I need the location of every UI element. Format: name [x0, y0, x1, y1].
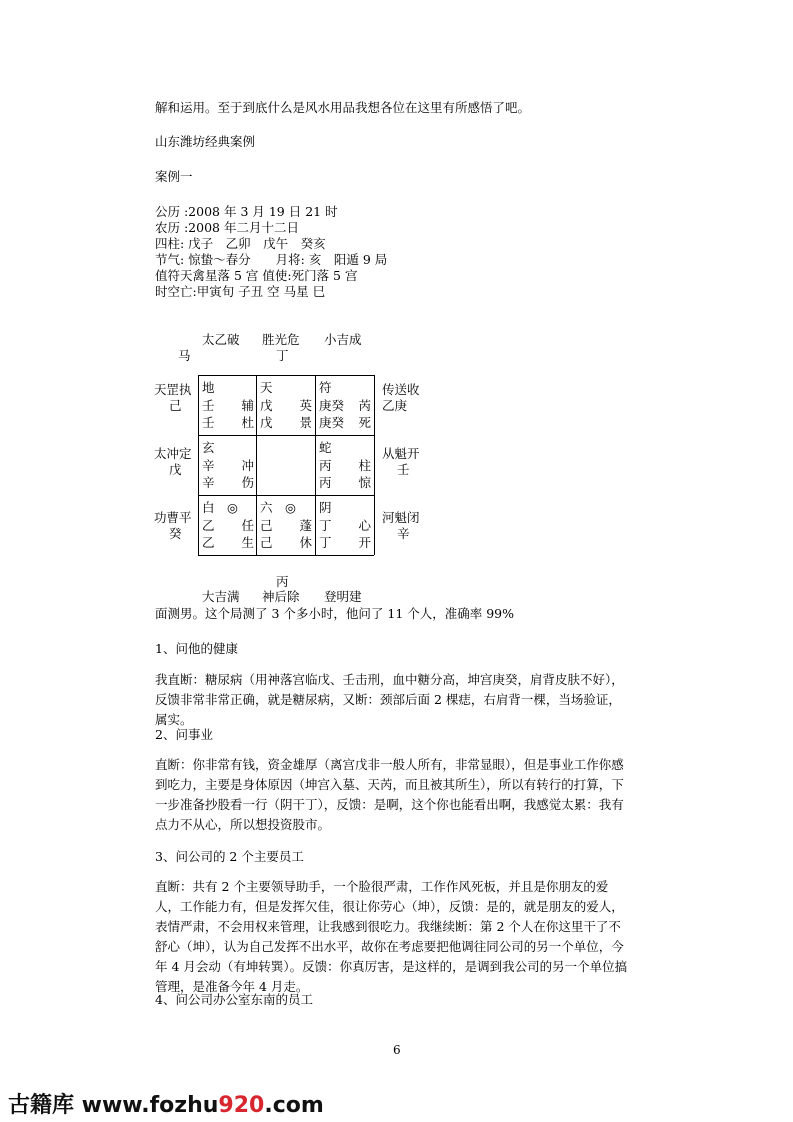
page-number: 6: [393, 1043, 401, 1057]
chart-right-label: 从魁开: [382, 446, 420, 461]
chart-left-label: 癸: [169, 526, 182, 541]
palace-cell-center: [256, 435, 314, 495]
answer-paragraph: 直断：你非常有钱，资金雄厚（离宫戊非一般人所有，非常显眼），但是事业工作你感到吃力，主要是身体原因（坤宫入墓、天芮，而且被其所生），所以有转行的打算，下一步准备抄股看一行（阴干丁），反馈：是啊，这个你也能看出啊，我感觉太累：我有点力不从心，所以想投资股市。: [155, 757, 624, 832]
info-line: 时空亡:甲寅旬 子丑 空 马星 巳: [155, 284, 326, 299]
chart-right-label: 辛: [397, 526, 410, 541]
footer-watermark: [8, 1088, 324, 1119]
palace-cell: 玄 辛 冲 辛 伤: [202, 440, 254, 490]
info-line: 公历 :2008 年 3 月 19 日 21 时: [155, 204, 338, 219]
palace-cell: 六 ◎ 己 蓬 己 休: [260, 500, 312, 550]
footer-suffix: .com: [264, 1093, 324, 1118]
answer-paragraph: 直断：共有 2 个主要领导助手，一个脸很严肃，工作作风死板，并且是你朋友的爱人，工作能力有，但是发挥欠佳，很让你劳心（坤），反馈：是的，就是朋友的爱人，表情严肃，不会用权来管理，让我感到很吃力。我继续断：第 2 个人在你这里干了不舒心（坤），认为自己发挥不出水平，故你在考虑要把他调往同公司的另一个单位，今年 4 月会动（有坤转巽）。反馈：你真厉害，是这样的，是调到我公司的另一个单位搞管理，是准备今年 4 月走。: [155, 879, 628, 994]
palace-cell: 天 戊 英 戊 景: [260, 380, 312, 430]
info-line: 值符天禽星落 5 宫 值使:死门落 5 宫: [155, 268, 358, 283]
intro-line: 解和运用。至于到底什么是风水用品我想各位在这里有所感悟了吧。: [155, 100, 531, 115]
info-line: 农历 :2008 年二月十二日: [155, 220, 299, 235]
chart-ma-label: 马: [178, 348, 191, 363]
chart-right-label: 壬: [397, 462, 410, 477]
question-heading: 3、问公司的 2 个主要员工: [155, 849, 304, 864]
palace-cell: 白 ◎ 乙 任 乙 生: [202, 500, 254, 550]
question-heading: 1、问他的健康: [155, 641, 238, 656]
chart-left-label: 太冲定: [154, 446, 192, 461]
info-line: 四柱: 戊子 乙卯 戊午 癸亥: [155, 236, 326, 251]
footer-num: 920: [218, 1093, 265, 1118]
chart-top-label: 太乙破: [202, 332, 240, 347]
section-title: 山东潍坊经典案例: [155, 134, 256, 149]
palace-cell: 符 庚癸 芮 庚癸 死: [319, 380, 371, 430]
chart-bing-label: 丙: [276, 574, 289, 589]
footer-brand: 古籍库 www.fozhu: [8, 1093, 219, 1118]
chart-left-label: 戊: [169, 462, 182, 477]
answer-paragraph: 我直断：糖尿病（用神落宫临戊、壬击刑，血中糖分高，坤宫庚癸，肩背皮肤不好），反馈非常非常正确，就是糖尿病，又断：颈部后面 2 棵痣，右肩背一棵，当场验证，属实。: [155, 672, 624, 727]
chart-ding-label: 丁: [276, 348, 289, 363]
chart-right-label: 乙庚: [382, 398, 408, 413]
chart-left-label: 天罡执: [154, 382, 192, 397]
after-chart-line: 面测男。这个局测了 3 个多小时，他问了 11 个人，准确率 99%: [155, 606, 515, 621]
palace-grid: [198, 375, 374, 555]
chart-top-label: 小吉成: [324, 332, 362, 347]
case-title: 案例一: [155, 169, 193, 184]
chart-left-label: 己: [169, 398, 182, 413]
chart-left-label: 功曹平: [154, 510, 192, 525]
chart-bottom-label: 登明建: [324, 589, 362, 604]
question-heading: 2、问事业: [155, 727, 213, 742]
chart-top-label: 胜光危: [262, 332, 300, 347]
qimen-chart: [152, 332, 420, 604]
info-line: 节气: 惊蛰～春分 月将: 亥 阳遁 9 局: [155, 252, 388, 267]
palace-cell: 蛇 丙 柱 丙 惊: [319, 440, 371, 490]
chart-bottom-label: 神后除: [262, 589, 300, 604]
palace-cell: 阴 丁 心 丁 开: [319, 500, 371, 550]
palace-cell: 地 壬 辅 壬 杜: [202, 380, 254, 430]
chart-bottom-label: 大吉满: [202, 589, 240, 604]
chart-right-label: 河魁闭: [382, 510, 420, 525]
chart-right-label: 传送收: [382, 382, 420, 397]
question-heading: 4、问公司办公室东南的员工: [155, 992, 313, 1007]
